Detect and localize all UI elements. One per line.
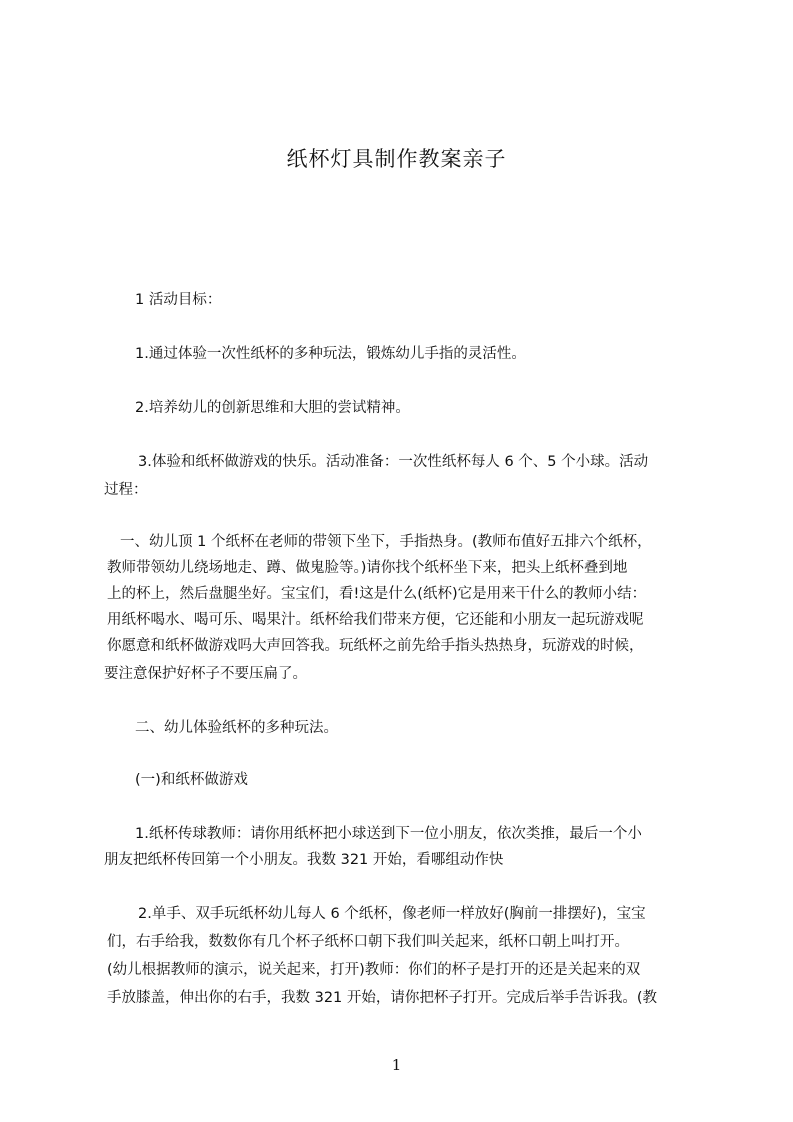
paragraph-line: 手放膝盖，伸出你的右手，我数 321 开始，请你把杯子打开。完成后举手告诉我。(教 xyxy=(107,990,658,1006)
paragraph-line: 上的杯上，然后盘腿坐好。宝宝们，看!这是什么(纸杯)它是用来干什么的教师小结： xyxy=(107,586,647,602)
paragraph-line: 过程： xyxy=(104,482,148,498)
paragraph-line: 2.单手、双手玩纸杯幼儿每人 6 个纸杯，像老师一样放好(胸前一排摆好)，宝宝 xyxy=(138,906,646,922)
paragraph-line: 们，右手给我，数数你有几个杯子纸杯口朝下我们叫关起来，纸杯口朝上叫打开。 xyxy=(107,934,629,950)
paragraph-line: 用纸杯喝水、喝可乐、喝果汁。纸杯给我们带来方便，它还能和小朋友一起玩游戏呢 xyxy=(107,612,644,628)
paragraph-line: 1 活动目标： xyxy=(135,292,222,308)
paragraph-line: 3.体验和纸杯做游戏的快乐。活动准备：一次性纸杯每人 6 个、5 个小球。活动 xyxy=(138,454,649,470)
paragraph-line: 朋友把纸杯传回第一个小朋友。我数 321 开始，看哪组动作快 xyxy=(104,852,504,868)
page-number: 1 xyxy=(391,1056,402,1074)
paragraph-line: (幼儿根据教师的演示，说关起来，打开)教师：你们的杯子是打开的还是关起来的双 xyxy=(107,962,641,978)
document-title: 纸杯灯具制作教案亲子 xyxy=(286,147,507,171)
paragraph-line: 1.纸杯传球教师：请你用纸杯把小球送到下一位小朋友，依次类推，最后一个小 xyxy=(135,826,642,842)
paragraph-line: 要注意保护好杯子不要压扁了。 xyxy=(104,666,307,682)
paragraph-line: 一、幼儿顶 1 个纸杯在老师的带领下坐下，手指热身。(教师布值好五排六个纸杯， xyxy=(120,534,652,550)
subsection-heading: (一)和纸杯做游戏 xyxy=(135,772,248,788)
section-heading: 二、幼儿体验纸杯的多种玩法。 xyxy=(135,720,338,736)
paragraph-line: 2.培养幼儿的创新思维和大胆的尝试精神。 xyxy=(135,400,410,416)
paragraph-line: 你愿意和纸杯做游戏吗大声回答我。玩纸杯之前先给手指头热热身，玩游戏的时候， xyxy=(107,638,644,654)
paragraph-line: 教师带领幼儿绕场地走、蹲、做鬼脸等。)请你找个纸杯坐下来，把头上纸杯叠到地 xyxy=(107,560,628,576)
paragraph-line: 1.通过体验一次性纸杯的多种玩法，锻炼幼儿手指的灵活性。 xyxy=(135,346,526,362)
